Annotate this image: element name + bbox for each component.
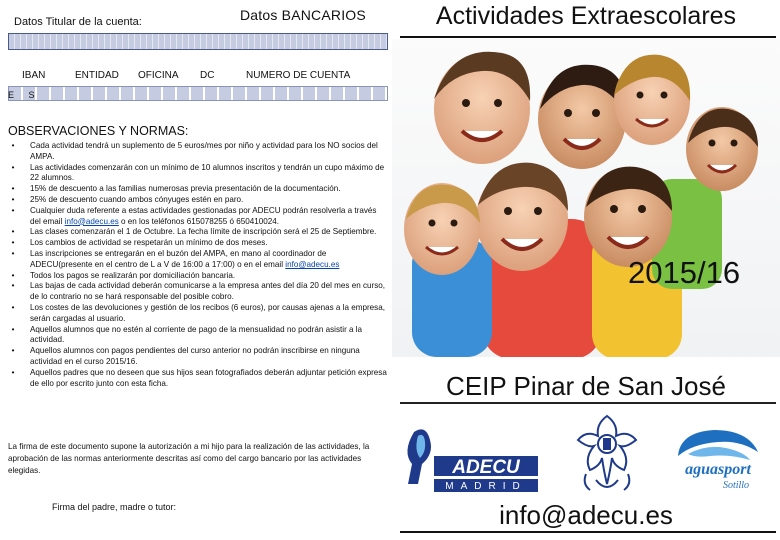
bullet-icon: • bbox=[11, 194, 15, 204]
signature-label: Firma del padre, madre o tutor: bbox=[52, 502, 177, 512]
bullet-icon: • bbox=[11, 367, 15, 377]
observation-text: Todos los pagos se realizarán por domiciliación bancaria. bbox=[30, 270, 236, 280]
bullet-icon: • bbox=[11, 324, 15, 334]
observation-item bbox=[8, 206, 388, 228]
observation-text: Los cambios de actividad se respetarán un mínimo de dos meses. bbox=[30, 238, 268, 248]
email-link[interactable]: info@adecu.es bbox=[64, 216, 119, 226]
observation-text: Las actividades comenzarán con un mínimo de 10 alumnos inscritos y tendrán un cupo máximo de 22 alumnos. bbox=[30, 162, 385, 183]
observation-text: Cada actividad tendrá un suplemento de 5 euros/mes por niño y actividad para los NO socios del AMPA. bbox=[30, 141, 378, 161]
observation-text: Cualquier duda referente a estas actividades gestionadas por ADECU podrán resolverla a través del email bbox=[30, 205, 377, 226]
bullet-icon: • bbox=[11, 302, 15, 312]
school-name: CEIP Pinar de San José bbox=[446, 371, 726, 401]
observation-text: Las bajas de cada actividad deberán comunicarse a la empresa antes del día 20 del mes en curso, de lo contrario no se hará responsable del posible cobro. bbox=[30, 281, 385, 302]
aquasport-logo-name: aguasport bbox=[685, 461, 751, 478]
account-holder-field[interactable] bbox=[8, 33, 388, 50]
account-holder-label: Datos Titular de la cuenta: bbox=[14, 16, 142, 28]
observation-item bbox=[8, 281, 388, 303]
bullet-icon: • bbox=[11, 270, 15, 280]
oficina-column-label: OFICINA bbox=[138, 70, 179, 81]
observation-item bbox=[8, 303, 388, 325]
account-number-field[interactable] bbox=[8, 86, 388, 101]
observation-text: Aquellos padres que no deseen que sus hijos sean fotografiados deberán adjuntar petición expresa de ello por escrito junto con esta ficha. bbox=[30, 367, 387, 388]
bullet-icon: • bbox=[11, 227, 15, 237]
observation-item bbox=[8, 249, 388, 271]
authorization-paragraph: La firma de este documento supone la autorización a mi hijo para la realización de las actividades, la aprobación de las normas anteriormente descritas así como del cargo bancario por las actividades elegidas. bbox=[8, 442, 370, 475]
entidad-column-label: ENTIDAD bbox=[75, 70, 119, 81]
bullet-icon: • bbox=[11, 248, 15, 258]
observation-item bbox=[8, 368, 388, 390]
account-number-column-label: NUMERO DE CUENTA bbox=[246, 70, 351, 81]
observation-text: 15% de descuento a las familias numerosas previa presentación de la documentación. bbox=[30, 184, 341, 194]
observation-item bbox=[8, 271, 388, 282]
observations-list bbox=[8, 141, 388, 389]
observation-text: 25% de descuento cuando ambos cónyuges estén en paro. bbox=[30, 194, 244, 204]
bullet-icon: • bbox=[11, 205, 15, 215]
bullet-icon: • bbox=[11, 281, 15, 291]
title-divider bbox=[400, 36, 776, 38]
bullet-icon: • bbox=[11, 141, 15, 150]
adecu-logo bbox=[400, 424, 540, 496]
ampa-seal-logo bbox=[566, 410, 648, 496]
school-year: 2015/16 bbox=[628, 255, 741, 290]
observation-item bbox=[8, 238, 388, 249]
observation-item bbox=[8, 195, 388, 206]
email-divider bbox=[400, 531, 776, 533]
children-photo bbox=[392, 39, 780, 357]
observation-text: Las clases comenzarán el 1 de Octubre. La fecha límite de inscripción será el 25 de Septiembre. bbox=[30, 227, 377, 237]
school-divider bbox=[400, 402, 776, 404]
observation-item bbox=[8, 184, 388, 195]
observation-item bbox=[8, 227, 388, 238]
flyer-title: Actividades Extraescolares bbox=[435, 2, 737, 30]
contact-email[interactable]: info@adecu.es bbox=[499, 500, 673, 530]
iban-country-prefix: E S bbox=[8, 90, 41, 100]
bullet-icon: • bbox=[11, 184, 15, 194]
observation-text: Los costes de las devoluciones y gestión de los recibos (6 euros), por causas ajenas a la empresa, serán cargadas al usuario. bbox=[30, 302, 385, 323]
observations-title: OBSERVACIONES Y NORMAS: bbox=[8, 124, 189, 138]
observation-text: Las inscripciones se entregarán en el buzón del AMPA, en mano al coordinador de ADECU(presente en el centro de L a V de 16:00 a 17:00) o en el email bbox=[30, 248, 327, 269]
observation-text: Aquellos alumnos que no estén al corriente de pago de la mensualidad no podrán asistir a la actividad. bbox=[30, 324, 363, 345]
observation-item bbox=[8, 325, 388, 347]
bullet-icon: • bbox=[11, 162, 15, 172]
children-photo-illustration bbox=[392, 39, 780, 357]
bank-data-title: Datos BANCARIOS bbox=[240, 7, 366, 23]
observation-item bbox=[8, 163, 388, 185]
dc-column-label: DC bbox=[200, 70, 215, 81]
bullet-icon: • bbox=[11, 346, 15, 356]
aquasport-logo-sub: Sotillo bbox=[722, 480, 750, 491]
observation-item bbox=[8, 346, 388, 368]
iban-column-label: IBAN bbox=[22, 70, 46, 81]
observation-text: Aquellos alumnos con pagos pendientes del curso anterior no podrán inscribirse en ninguna actividad en el curso 2015/16. bbox=[30, 346, 360, 366]
observation-text: o en los teléfonos 615078255 ó 650410024. bbox=[118, 216, 279, 226]
observation-item bbox=[8, 141, 388, 163]
email-link[interactable]: info@adecu.es bbox=[285, 259, 340, 269]
aquasport-logo bbox=[670, 426, 768, 492]
adecu-logo-city: MADRID bbox=[445, 481, 527, 492]
bullet-icon: • bbox=[11, 238, 15, 248]
adecu-logo-name: ADECU bbox=[452, 457, 520, 478]
